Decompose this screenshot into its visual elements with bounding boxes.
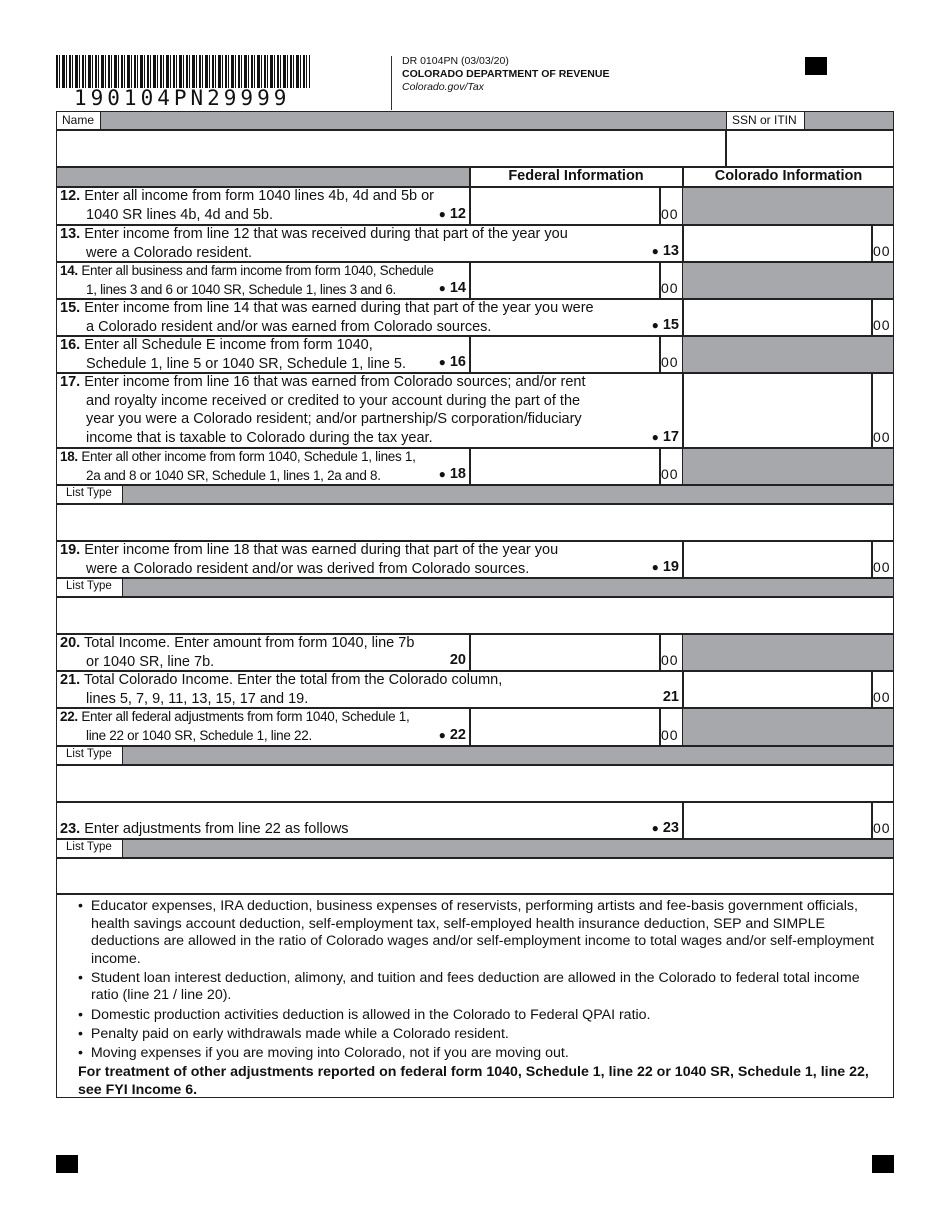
line-14-federal-amount-input[interactable] [471, 263, 658, 298]
line-21-text: 21. Total Colorado Income. Enter the total from the Colorado column, lines 5, 7, 9, 11, 13, 15, 17 and 19. [60, 672, 503, 707]
list-type-input-1[interactable] [58, 505, 892, 540]
line-18-text: 18. Enter all other income from form 1040, Schedule 1, lines 1, 2a and 8 or 1040 SR, Schedule 1, lines 1, 2a and 8. [60, 449, 416, 483]
line-16-text: 16. Enter all Schedule E income from form 1040, Schedule 1, line 5 or 1040 SR, Schedule 1, line 5. [60, 337, 407, 372]
agency-name: COLORADO DEPARTMENT OF REVENUE [402, 68, 610, 80]
instruction-bullet: • Domestic production activities deduction is allowed in the Colorado to Federal QPAI ratio. [78, 1006, 651, 1023]
line-13-colorado-amount-input[interactable] [684, 226, 870, 260]
rule [56, 893, 894, 895]
line-15-text: 15. Enter income from line 14 that was earned during that part of the year you were a Colorado resident and/or was earned from Colorado sources. [60, 300, 594, 335]
line-20-text: 20. Total Income. Enter amount from form 1040, line 7b or 1040 SR, line 7b. [60, 635, 415, 670]
registration-mark-top-right [805, 57, 827, 75]
registration-mark-bottom-left [56, 1155, 78, 1173]
instruction-bullet: • Educator expenses, IRA deduction, business expenses of reservists, performing artists and fee-basis government officials, health savings account deduction, self-employment tax, self-employed health insurance deduction, SEP and SIMPLE deductions are allowed in the ratio of Colorado wages and/or self-employment income to total wages and/or self-employment income. [78, 898, 875, 967]
line-21-colorado-amount-input[interactable] [684, 672, 870, 707]
registration-mark-bottom-right [872, 1155, 894, 1173]
line-17-text: 17. Enter income from line 16 that was earned from Colorado sources; and/or rent and royalty income received or credited to your account during the part of the year you were a Colorado resident; and/or partnership/S corporation/fiduciary income that is taxable to Colorado during the tax year. [60, 374, 586, 446]
line-15-colorado-amount-input[interactable] [684, 300, 870, 335]
line-16-federal-cents: 00 [661, 354, 679, 370]
list-type-label-2: List Type [57, 579, 123, 596]
line-16-federal-amount-input[interactable] [471, 337, 658, 372]
line-19-colorado-cents: 00 [873, 559, 891, 575]
line-14-colorado-shaded [683, 263, 893, 299]
line-17-colorado-amount-input[interactable] [684, 374, 870, 446]
line-19-text: 19. Enter income from line 18 that was earned during that part of the year you were a Colorado resident and/or was derived from Colorado sources. [60, 542, 559, 577]
barcode-number: 190104PN29999 [74, 86, 291, 110]
line-18-colorado-shaded [683, 449, 893, 485]
line-13-text: 13. Enter income from line 12 that was received during that part of the year you were a Colorado resident. [60, 226, 568, 261]
line-23-colorado-amount-input[interactable] [684, 803, 870, 838]
line-16-colorado-shaded [683, 337, 893, 373]
list-type-bar-1 [57, 486, 893, 503]
list-type-input-4[interactable] [58, 859, 892, 893]
instruction-note: For treatment of other adjustments reported on federal form 1040, Schedule 1, line 22 or 1040 SR, Schedule 1, line 22, see FYI Income 6. [78, 1064, 869, 1098]
federal-information-header: Federal Information [508, 168, 644, 184]
form-header [402, 55, 609, 94]
line-15-ref: ● 15 [651, 317, 679, 333]
line-22-federal-cents: 00 [661, 727, 679, 743]
line-21-colorado-cents: 00 [873, 689, 891, 705]
line-23-text: 23. Enter adjustments from line 22 as follows [60, 821, 349, 837]
line-15-colorado-cents: 00 [873, 317, 891, 333]
ssn-label: SSN or ITIN [726, 112, 805, 130]
line-14-ref: ● 14 [438, 280, 466, 296]
line-18-ref: ● 18 [438, 466, 466, 482]
line-23-ref: ● 23 [651, 820, 679, 836]
colorado-information-header: Colorado Information [714, 168, 863, 184]
line-22-text: 22. Enter all federal adjustments from form 1040, Schedule 1, line 22 or 1040 SR, Schedule 1, line 22. [60, 709, 410, 743]
line-19-colorado-amount-input[interactable] [684, 542, 870, 577]
list-type-label-3: List Type [57, 747, 123, 764]
instruction-bullet: • Moving expenses if you are moving into Colorado, not if you are moving out. [78, 1044, 569, 1061]
rule [725, 130, 727, 167]
line-13-ref: ● 13 [651, 243, 679, 259]
barcode [56, 55, 310, 88]
line-20-federal-cents: 00 [661, 652, 679, 668]
line-22-federal-amount-input[interactable] [471, 709, 658, 744]
line-22-ref: ● 22 [438, 727, 466, 743]
list-type-label-4: List Type [57, 840, 123, 857]
line-17-colorado-cents: 00 [873, 429, 891, 445]
line-18-federal-amount-input[interactable] [471, 449, 658, 484]
list-type-bar-2 [57, 579, 893, 596]
adjustment-instructions [78, 898, 878, 1100]
agency-website: Colorado.gov/Tax [402, 81, 484, 93]
line-12-text: 12. Enter all income from form 1040 lines 4b, 4d and 5b or 1040 SR lines 4b, 4d and 5b. [60, 188, 435, 223]
column-header-bar [57, 168, 469, 186]
list-type-bar-4 [57, 840, 893, 857]
line-16-ref: ● 16 [438, 354, 466, 370]
line-22-colorado-shaded [683, 709, 893, 745]
line-12-federal-cents: 00 [661, 206, 679, 222]
list-type-bar-3 [57, 747, 893, 764]
instruction-bullet: • Student loan interest deduction, alimony, and tuition and fees deduction are allowed in the Colorado to federal total income ratio (line 21 / line 20). [78, 969, 860, 1004]
line-21-ref: 21 [662, 689, 679, 705]
line-20-federal-amount-input[interactable] [471, 635, 658, 670]
line-20-ref: 20 [449, 652, 466, 668]
line-12-federal-amount-input[interactable] [471, 188, 658, 223]
line-17-ref: ● 17 [651, 429, 679, 445]
line-14-federal-cents: 00 [661, 280, 679, 296]
list-type-input-2[interactable] [58, 598, 892, 633]
line-12-colorado-shaded [683, 188, 893, 224]
ssn-input[interactable] [728, 131, 892, 166]
line-23-colorado-cents: 00 [873, 820, 891, 836]
line-13-colorado-cents: 00 [873, 243, 891, 259]
line-14-text: 14. Enter all business and farm income from form 1040, Schedule 1, lines 3 and 6 or 1040 SR, Schedule 1, lines 3 and 6. [60, 263, 434, 297]
line-19-ref: ● 19 [651, 559, 679, 575]
header-divider [391, 56, 392, 110]
form-id: DR 0104PN (03/03/20) [402, 55, 509, 67]
line-20-colorado-shaded [683, 635, 893, 671]
name-input[interactable] [58, 131, 724, 166]
instruction-bullet: • Penalty paid on early withdrawals made while a Colorado resident. [78, 1025, 509, 1042]
line-12-ref: ● 12 [438, 206, 466, 222]
name-label: Name [57, 112, 101, 130]
line-18-federal-cents: 00 [661, 466, 679, 482]
list-type-input-3[interactable] [58, 766, 892, 801]
list-type-label-1: List Type [57, 486, 123, 503]
